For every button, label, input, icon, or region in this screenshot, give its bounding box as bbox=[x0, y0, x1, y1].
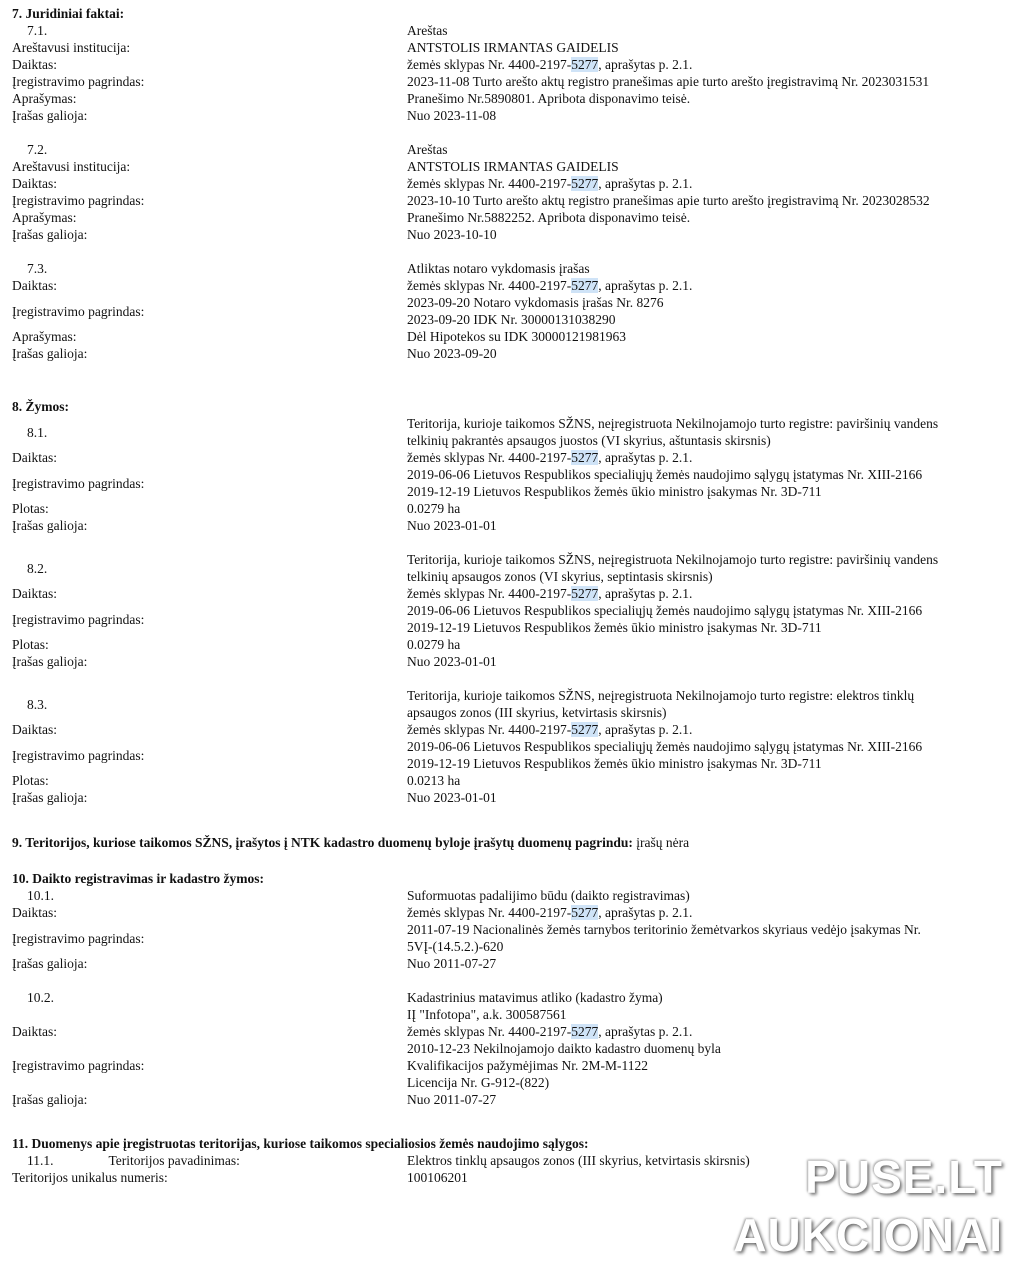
value: 0.0279 ha bbox=[407, 501, 461, 516]
value-line: Kvalifikacijos pažymėjimas Nr. 2M-M-1122 bbox=[407, 1058, 648, 1073]
value: 0.0213 ha bbox=[407, 773, 461, 788]
label: Daiktas: bbox=[12, 278, 57, 293]
label: Įrašas galioja: bbox=[12, 654, 88, 669]
value-part: , aprašytas p. 2.1. bbox=[598, 57, 693, 72]
section-8-title: 8. Žymos: bbox=[12, 399, 69, 414]
entry-number-11-1 bbox=[12, 1152, 407, 1169]
label: Įregistravimo pagrindas: bbox=[12, 611, 145, 627]
daiktas-value bbox=[407, 56, 1012, 73]
value: ANTSTOLIS IRMANTAS GAIDELIS bbox=[407, 40, 619, 55]
label: Įregistravimo pagrindas: bbox=[12, 475, 145, 491]
value: 100106201 bbox=[407, 1170, 468, 1185]
highlighted-number: 5277 bbox=[571, 1024, 599, 1039]
highlighted-number: 5277 bbox=[571, 176, 599, 191]
value-part: , aprašytas p. 2.1. bbox=[598, 1024, 693, 1039]
value-part: , aprašytas p. 2.1. bbox=[598, 586, 693, 601]
value bbox=[407, 1040, 1012, 1091]
section-10-title: 10. Daikto registravimas ir kadastro žymos: bbox=[12, 871, 264, 886]
puse-lt-watermark bbox=[733, 1148, 1003, 1264]
watermark-line-1: PUSE.LT bbox=[805, 1151, 1003, 1203]
label: Daiktas: bbox=[12, 57, 57, 72]
daiktas-value bbox=[407, 175, 1012, 192]
value: Nuo 2023-01-01 bbox=[407, 654, 497, 669]
entry-7-2 bbox=[12, 141, 1012, 243]
value-line: 2019-06-06 Lietuvos Respublikos specialiųjų žemės naudojimo sąlygų įstatymas Nr. XIII-2166 bbox=[407, 467, 923, 482]
value-line: 2019-12-19 Lietuvos Respublikos žemės ūkio ministro įsakymas Nr. 3D-711 bbox=[407, 484, 822, 499]
value: 0.0279 ha bbox=[407, 637, 461, 652]
label: Teritorijos unikalus numeris: bbox=[12, 1170, 168, 1185]
highlighted-number: 5277 bbox=[571, 278, 599, 293]
value-line: Teritorija, kurioje taikomos SŽNS, neįregistruota Nekilnojamojo turto registre: paviršinių vandens bbox=[407, 416, 939, 431]
label: Įregistravimo pagrindas: bbox=[12, 1058, 145, 1073]
value-line: apsaugos zonos (III skyrius, ketvirtasis skirsnis) bbox=[407, 705, 667, 720]
entry-number: 10.1. bbox=[27, 888, 54, 903]
value-line: telkinių apsaugos zonos (VI skyrius, septintasis skirsnis) bbox=[407, 569, 713, 584]
value-part: žemės sklypas Nr. 4400-2197- bbox=[407, 1024, 572, 1039]
value-line: Teritorija, kurioje taikomos SŽNS, neįregistruota Nekilnojamojo turto registre: paviršinių vandens bbox=[407, 552, 939, 567]
value-part: , aprašytas p. 2.1. bbox=[598, 176, 693, 191]
daiktas-value bbox=[407, 449, 1012, 466]
label: Teritorijos pavadinimas: bbox=[108, 1153, 240, 1168]
value-part: žemės sklypas Nr. 4400-2197- bbox=[407, 586, 572, 601]
label: Įrašas galioja: bbox=[12, 108, 88, 123]
value: Pranešimo Nr.5882252. Apribota disponavimo teisė. bbox=[407, 210, 691, 225]
label: Areštavusi institucija: bbox=[12, 159, 131, 174]
value: Nuo 2023-11-08 bbox=[407, 108, 497, 123]
value-part: žemės sklypas Nr. 4400-2197- bbox=[407, 905, 572, 920]
entry-number: 11.1. bbox=[27, 1153, 54, 1168]
value: Nuo 2023-10-10 bbox=[407, 227, 497, 242]
label: Plotas: bbox=[12, 501, 49, 516]
entry-type: Areštas bbox=[407, 23, 448, 38]
label: Daiktas: bbox=[12, 450, 57, 465]
label: Plotas: bbox=[12, 773, 49, 788]
entry-7-3 bbox=[12, 260, 1012, 362]
value-line: 2019-06-06 Lietuvos Respublikos specialiųjų žemės naudojimo sąlygų įstatymas Nr. XIII-2166 bbox=[407, 739, 923, 754]
value-line: telkinių pakrantės apsaugos juostos (VI skyrius, aštuntasis skirsnis) bbox=[407, 433, 771, 448]
label: Įrašas galioja: bbox=[12, 956, 88, 971]
value: Dėl Hipotekos su IDK 30000121981963 bbox=[407, 329, 626, 344]
value-part: žemės sklypas Nr. 4400-2197- bbox=[407, 450, 572, 465]
value: Nuo 2023-01-01 bbox=[407, 518, 497, 533]
entry-number: 7.2. bbox=[27, 142, 48, 157]
watermark-line-2: AUKCIONAI bbox=[733, 1209, 1003, 1261]
label: Įregistravimo pagrindas: bbox=[12, 193, 145, 208]
daiktas-value bbox=[407, 585, 1012, 602]
label-empty bbox=[12, 1006, 407, 1023]
daiktas-value bbox=[407, 904, 1012, 921]
value-line: 2023-09-20 IDK Nr. 30000131038290 bbox=[407, 312, 616, 327]
section-9-heading: 9. Teritorijos, kuriose taikomos SŽNS, įrašytos į NTK kadastro duomenų byloje įrašytų duomenų pagrindu: bbox=[12, 835, 633, 850]
entry-number: 7.3. bbox=[27, 261, 48, 276]
label: Aprašymas: bbox=[12, 329, 77, 344]
label: Įregistravimo pagrindas: bbox=[12, 74, 145, 89]
label: Daiktas: bbox=[12, 905, 57, 920]
value: Elektros tinklų apsaugos zonos (III skyrius, ketvirtasis skirsnis) bbox=[407, 1153, 750, 1168]
value-part: , aprašytas p. 2.1. bbox=[598, 722, 693, 737]
highlighted-number: 5277 bbox=[571, 722, 599, 737]
entry-number: 8.2. bbox=[27, 560, 48, 576]
entry-type: Atliktas notaro vykdomasis įrašas bbox=[407, 261, 590, 276]
label: Daiktas: bbox=[12, 722, 57, 737]
entry-type: Kadastrinius matavimus atliko (kadastro žyma) bbox=[407, 990, 663, 1005]
entry-8-3 bbox=[12, 687, 1012, 806]
value-line: 2019-12-19 Lietuvos Respublikos žemės ūkio ministro įsakymas Nr. 3D-711 bbox=[407, 620, 822, 635]
value-part: , aprašytas p. 2.1. bbox=[598, 278, 693, 293]
value: Nuo 2023-01-01 bbox=[407, 790, 497, 805]
value-part: , aprašytas p. 2.1. bbox=[598, 450, 693, 465]
value-line: Licencija Nr. G-912-(822) bbox=[407, 1075, 550, 1090]
entry-description bbox=[407, 551, 1012, 585]
label: Įrašas galioja: bbox=[12, 346, 88, 361]
value: Nuo 2011-07-27 bbox=[407, 956, 497, 971]
value-line: Teritorija, kurioje taikomos SŽNS, neįregistruota Nekilnojamojo turto registre: elektros tinklų bbox=[407, 688, 915, 703]
label: Daiktas: bbox=[12, 176, 57, 191]
value-line: 2019-06-06 Lietuvos Respublikos specialiųjų žemės naudojimo sąlygų įstatymas Nr. XIII-2166 bbox=[407, 603, 923, 618]
value: 2023-10-10 Turto arešto aktų registro pranešimas apie turto arešto įregistravimą Nr. 2023028532 bbox=[407, 193, 930, 208]
value-line: 2011-07-19 Nacionalinės žemės tarnybos teritorinio žemėtvarkos skyriaus vedėjo įsakymas Nr. bbox=[407, 922, 921, 937]
section-9-value: įrašų nėra bbox=[636, 835, 690, 850]
section-7-title: 7. Juridiniai faktai: bbox=[12, 6, 125, 21]
highlighted-number: 5277 bbox=[571, 586, 599, 601]
value-line: 2019-12-19 Lietuvos Respublikos žemės ūkio ministro įsakymas Nr. 3D-711 bbox=[407, 756, 822, 771]
value bbox=[407, 921, 1012, 955]
entry-number: 8.1. bbox=[27, 424, 48, 440]
value bbox=[407, 738, 1012, 772]
value-part: žemės sklypas Nr. 4400-2197- bbox=[407, 57, 572, 72]
value bbox=[407, 602, 1012, 636]
entry-number: 8.3. bbox=[27, 696, 48, 712]
value-part: žemės sklypas Nr. 4400-2197- bbox=[407, 176, 572, 191]
label: Įregistravimo pagrindas: bbox=[12, 303, 145, 319]
entry-number: 10.2. bbox=[27, 990, 54, 1005]
value: 2023-11-08 Turto arešto aktų registro pranešimas apie turto arešto įregistravimą Nr. 2023031531 bbox=[407, 74, 930, 89]
value-part: , aprašytas p. 2.1. bbox=[598, 905, 693, 920]
label: Įregistravimo pagrindas: bbox=[12, 930, 145, 946]
document-page bbox=[12, 5, 1012, 1186]
entry-type: Suformuotas padalijimo būdu (daikto registravimas) bbox=[407, 888, 690, 903]
entry-type: Areštas bbox=[407, 142, 448, 157]
daiktas-value bbox=[407, 277, 1012, 294]
entry-10-1 bbox=[12, 887, 1012, 972]
highlighted-number: 5277 bbox=[571, 905, 599, 920]
entry-10-2 bbox=[12, 989, 1012, 1108]
section-9-title bbox=[12, 834, 1012, 851]
entry-description bbox=[407, 687, 1012, 721]
value: Nuo 2023-09-20 bbox=[407, 346, 497, 361]
label: Įrašas galioja: bbox=[12, 790, 88, 805]
label: Įrašas galioja: bbox=[12, 518, 88, 533]
section-11-title: 11. Duomenys apie įregistruotas teritorijas, kuriose taikomos specialiosios žemės naudojimo sąlygos: bbox=[12, 1136, 589, 1151]
label: Aprašymas: bbox=[12, 210, 77, 225]
entry-8-1 bbox=[12, 415, 1012, 534]
value-line: 2023-09-20 Notaro vykdomasis įrašas Nr. 8276 bbox=[407, 295, 664, 310]
label: Aprašymas: bbox=[12, 91, 77, 106]
label: Įrašas galioja: bbox=[12, 1092, 88, 1107]
label: Plotas: bbox=[12, 637, 49, 652]
label: Areštavusi institucija: bbox=[12, 40, 131, 55]
value: Pranešimo Nr.5890801. Apribota disponavimo teisė. bbox=[407, 91, 691, 106]
entry-8-2 bbox=[12, 551, 1012, 670]
value: Nuo 2011-07-27 bbox=[407, 1092, 497, 1107]
value: ANTSTOLIS IRMANTAS GAIDELIS bbox=[407, 159, 619, 174]
entry-description bbox=[407, 415, 1012, 449]
label: Daiktas: bbox=[12, 586, 57, 601]
highlighted-number: 5277 bbox=[571, 450, 599, 465]
daiktas-value bbox=[407, 1023, 1012, 1040]
label: Įrašas galioja: bbox=[12, 227, 88, 242]
value bbox=[407, 294, 1012, 328]
value-line: 2010-12-23 Nekilnojamojo daikto kadastro duomenų byla bbox=[407, 1041, 721, 1056]
value-part: žemės sklypas Nr. 4400-2197- bbox=[407, 278, 572, 293]
label: Įregistravimo pagrindas: bbox=[12, 747, 145, 763]
value-part: žemės sklypas Nr. 4400-2197- bbox=[407, 722, 572, 737]
daiktas-value bbox=[407, 721, 1012, 738]
entry-number: 7.1. bbox=[27, 23, 48, 38]
entry-7-1 bbox=[12, 22, 1012, 124]
label: Daiktas: bbox=[12, 1024, 57, 1039]
value bbox=[407, 466, 1012, 500]
highlighted-number: 5277 bbox=[571, 57, 599, 72]
value: IĮ "Infotopa", a.k. 300587561 bbox=[407, 1007, 567, 1022]
value-line: 5VĮ-(14.5.2.)-620 bbox=[407, 939, 504, 954]
